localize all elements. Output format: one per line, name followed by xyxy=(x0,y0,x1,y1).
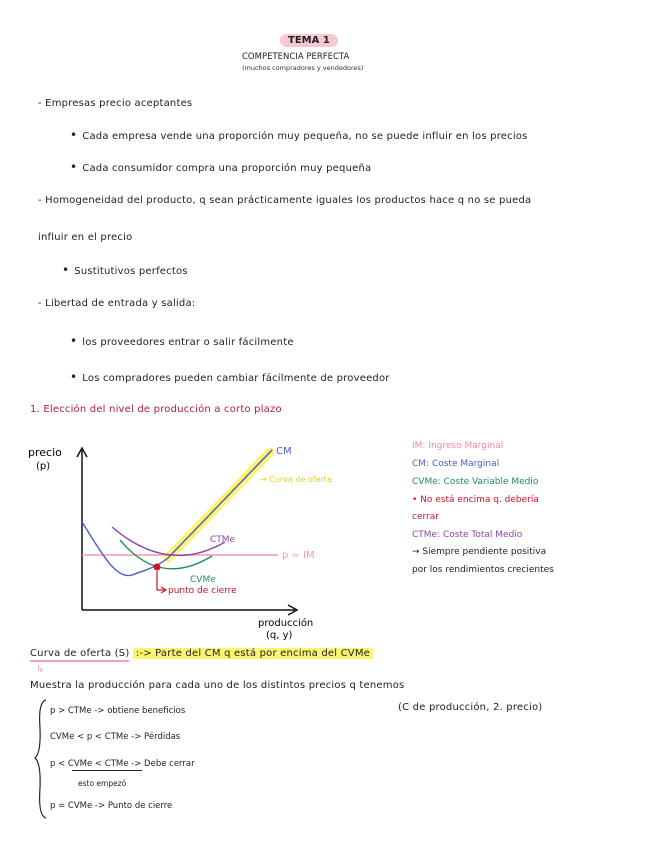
legend-note-2 xyxy=(412,512,439,522)
note-bullet-3-text: Sustitutivos perfectos xyxy=(74,266,188,277)
note-line-3: - Libertad de entrada y salida: xyxy=(38,298,196,309)
down-arrow-icon: ↳ xyxy=(36,664,45,675)
section-heading: 1. Elección del nivel de producción a corto plazo xyxy=(30,404,282,415)
side-note: (C de producción, 2. precio) xyxy=(398,702,543,713)
note-line-1: - Empresas precio aceptantes xyxy=(38,98,193,109)
y-axis-label-2: (p) xyxy=(36,461,51,472)
supply-curve-label: → Curva de oferta xyxy=(260,475,332,484)
x-axis-label: producción xyxy=(258,618,314,629)
case-1: p > CTMe -> obtiene beneficios xyxy=(50,706,186,716)
cvme-label: CVMe xyxy=(190,575,216,585)
note-line-2-cont: influir en el precio xyxy=(38,232,133,243)
p-im-label: p = IM xyxy=(282,550,315,561)
legend-slope xyxy=(412,547,546,557)
brace-icon xyxy=(34,698,48,820)
page-subtitle-note: (muchos compradores y vendedores) xyxy=(242,64,364,72)
cm-curve xyxy=(82,450,272,576)
note-bullet-5-text: Los compradores pueden cambiar fácilmente de proveedor xyxy=(82,373,390,384)
legend-im xyxy=(412,441,503,451)
note-bullet-3 xyxy=(62,263,188,277)
case-2: CVMe < p < CTMe -> Pérdidas xyxy=(50,732,181,742)
legend-cm xyxy=(412,459,499,469)
legend-note-2-text: cerrar xyxy=(412,512,439,522)
supply-curve-explanation: Muestra la producción para cada uno de los distintos precios q tenemos xyxy=(30,680,405,691)
shutdown-point xyxy=(154,564,161,571)
note-bullet-4-text: los proveedores entrar o salir fácilmente xyxy=(82,337,294,348)
cm-label: CM xyxy=(276,446,292,457)
legend-cvme-text: CVMe: Coste Variable Medio xyxy=(412,477,539,487)
legend-cvme xyxy=(412,477,538,487)
legend-ctme-text: CTMe: Coste Total Medio xyxy=(412,530,523,540)
case-3-underline xyxy=(72,770,142,771)
legend-slope-2 xyxy=(412,565,554,575)
cost-curves-graph xyxy=(20,430,332,645)
x-axis-label-2: (q, y) xyxy=(266,630,293,641)
supply-curve-title: Curva de oferta (S) xyxy=(30,648,129,662)
legend-note xyxy=(412,495,539,505)
page-subtitle: COMPETENCIA PERFECTA xyxy=(242,52,350,62)
legend-note-text: • No está encima q. debería xyxy=(412,495,539,505)
note-bullet-1-text: Cada empresa vende una proporción muy pequeña, no se puede influir en los precios xyxy=(82,131,528,142)
note-bullet-2 xyxy=(70,160,371,174)
case-3: p < CVMe < CTMe -> Debe cerrar xyxy=(50,759,195,769)
legend-slope-text: → Siempre pendiente positiva xyxy=(412,547,547,557)
y-axis-label: precio xyxy=(28,446,62,459)
legend-slope-2-text: por los rendimientos crecientes xyxy=(412,565,554,575)
supply-curve-def xyxy=(30,648,373,659)
shutdown-label: punto de cierre xyxy=(168,586,237,596)
supply-curve-definition: :-> Parte del CM q está por encima del CVMe xyxy=(133,648,373,659)
legend-im-text: IM: Ingreso Marginal xyxy=(412,441,504,451)
case-4: p = CVMe -> Punto de cierre xyxy=(50,801,173,811)
ctme-label: CTMe xyxy=(210,535,236,545)
page-title: TEMA 1 xyxy=(280,34,338,47)
note-bullet-5 xyxy=(70,370,390,384)
legend-cm-text: CM: Coste Marginal xyxy=(412,459,500,469)
case-3-note: esto empezó xyxy=(78,779,127,788)
legend-ctme xyxy=(412,530,522,540)
note-bullet-2-text: Cada consumidor compra una proporción muy pequeña xyxy=(82,163,372,174)
note-line-2: - Homogeneidad del producto, q sean prácticamente iguales los productos hace q no se pueda xyxy=(38,195,532,206)
note-bullet-1 xyxy=(70,128,528,142)
note-bullet-4 xyxy=(70,334,294,348)
